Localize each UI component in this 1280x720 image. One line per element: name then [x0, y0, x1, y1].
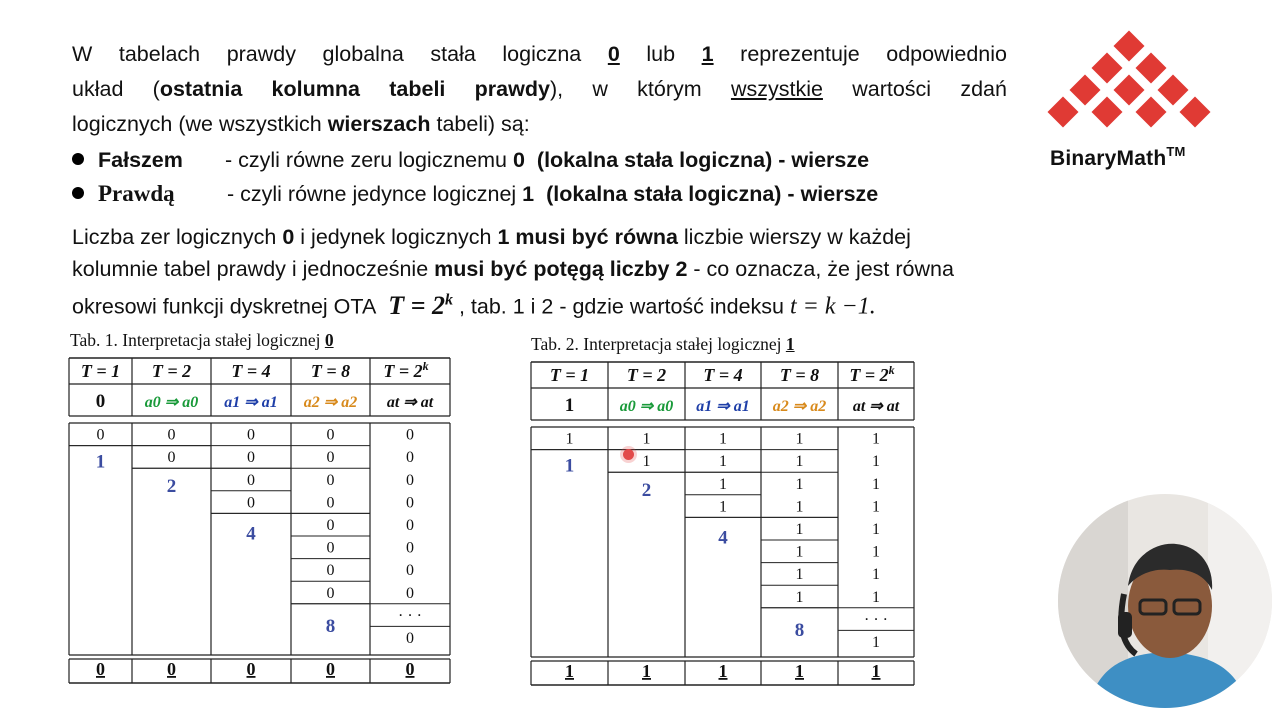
logo-diamond — [1070, 75, 1101, 106]
table2 — [530, 361, 916, 687]
footer-value: 0 — [96, 659, 105, 679]
period-label: 2 — [641, 480, 652, 502]
column-header: T = 8 — [310, 361, 351, 381]
logo-diamond — [1158, 75, 1189, 106]
cell-value: 0 — [326, 471, 335, 489]
cell-value: 0 — [326, 494, 335, 512]
footer-value: 0 — [246, 659, 256, 679]
implication-header: a1 ⇒ a1 — [696, 398, 750, 415]
bullet-true: Prawdą - czyli równe jedynce logicznej 1 (lokalna stała logiczna) - wiersze — [72, 177, 878, 211]
cell-value: 1 — [795, 498, 804, 516]
table1 — [68, 357, 452, 685]
period-label: 1 — [564, 455, 575, 477]
cell-value: 0 — [326, 584, 335, 602]
cell-value: 0 — [406, 562, 414, 580]
pointer-highlight — [623, 449, 634, 460]
bullet-false: Fałszem - czyli równe zeru logicznemu 0 (lokalna stała logiczna) - wiersze — [72, 143, 869, 177]
column-header: T = 4 — [703, 365, 743, 385]
implication-header: a2 ⇒ a2 — [772, 398, 827, 415]
implication-header: at ⇒ at — [852, 398, 900, 415]
formula-period: $T = 2^k$ — [388, 290, 453, 320]
cell-value: 0 — [406, 539, 414, 557]
table2-caption: Tab. 2. Interpretacja stałej logicznej 1 — [531, 334, 795, 354]
implication-header: at ⇒ at — [386, 394, 434, 411]
cell-value: 0 — [247, 494, 255, 512]
footer-value: 1 — [871, 661, 881, 681]
cell-value: 0 — [247, 426, 255, 444]
para2-line-3: okresowi funkcji dyskretnej OTA $T = 2^k$ , tab. 1 i 2 - gdzie wartość indeksu t = k −1. — [72, 290, 876, 320]
cell-value: 0 — [406, 449, 414, 467]
cell-value: 1 — [872, 521, 880, 538]
cell-value: 1 — [719, 430, 727, 448]
logo-diamond — [1114, 75, 1145, 106]
footer-value: 0 — [405, 659, 415, 679]
bullet-dot-icon — [72, 153, 84, 165]
footer-value: 1 — [642, 661, 651, 681]
cell-value: 0 — [406, 584, 414, 602]
cell-value: 1 — [872, 543, 880, 561]
logo-diamond — [1048, 97, 1079, 128]
intro-line-2: układ (ostatnia kolumna tabeli prawdy), w którym wszystkie wartości zdań — [72, 77, 1007, 101]
cell-value: 0 — [406, 471, 414, 489]
cell-value: 1 — [872, 634, 880, 651]
cell-value: 1 — [719, 475, 727, 493]
logo-diamond — [1092, 97, 1123, 128]
cell-value: 1 — [795, 588, 804, 606]
column-header: $T = 2^k$ — [383, 359, 429, 381]
column-header: T = 4 — [231, 361, 271, 381]
bullet-dot-icon — [72, 187, 84, 199]
cell-value: · · · — [398, 607, 422, 625]
footer-value: 0 — [167, 659, 176, 679]
brand-name: BinaryMath™ — [1050, 144, 1186, 170]
binarymath-logo — [1040, 28, 1218, 140]
cell-value: 1 — [795, 543, 804, 561]
logo-diamond — [1136, 53, 1167, 84]
cell-value: 1 — [795, 430, 804, 448]
cell-value: 0 — [326, 539, 335, 557]
para2-line-2: kolumnie tabel prawdy i jednocześnie musi być potęgą liczby 2 - co oznacza, że jest równa — [72, 257, 954, 281]
period-label: 1 — [95, 451, 106, 473]
implication-header: a1 ⇒ a1 — [224, 394, 278, 411]
period-label: 2 — [166, 476, 177, 498]
cell-value: 1 — [565, 430, 574, 448]
period-label: 4 — [246, 523, 256, 545]
period-label: 4 — [718, 527, 728, 549]
cell-value: 0 — [326, 449, 335, 467]
formula-index: t = k −1. — [789, 293, 876, 320]
footer-value: 1 — [565, 661, 574, 681]
cell-value: 0 — [326, 426, 335, 444]
column-header: T = 1 — [549, 365, 590, 385]
cell-value: 0 — [326, 517, 335, 534]
cell-value: 0 — [247, 471, 255, 489]
logo-diamond — [1114, 31, 1145, 62]
cell-value: 1 — [719, 453, 727, 471]
cell-value: 1 — [872, 453, 880, 471]
cell-value: 0 — [96, 426, 105, 444]
logo-diamond — [1136, 97, 1167, 128]
para2-line-1: Liczba zer logicznych 0 i jedynek logicznych 1 musi być równa liczbie wierszy w każdej — [72, 225, 911, 249]
footer-value: 1 — [795, 661, 804, 681]
footer-value: 1 — [718, 661, 728, 681]
cell-value: 1 — [642, 453, 651, 471]
column-header: $T = 2^k$ — [849, 363, 895, 385]
column-header: T = 2 — [151, 361, 192, 381]
cell-value: 1 — [642, 430, 651, 448]
column-header: T = 8 — [779, 365, 820, 385]
cell-value: 1 — [872, 475, 880, 493]
cell-value: 1 — [719, 498, 727, 516]
webcam-presenter — [1058, 494, 1272, 708]
cell-value: 1 — [795, 453, 804, 471]
cell-value: 1 — [872, 498, 880, 516]
cell-value: 0 — [167, 426, 176, 444]
cell-value: 0 — [326, 562, 335, 580]
implication-header: a0 ⇒ a0 — [619, 398, 674, 415]
cell-value: 0 — [406, 426, 414, 444]
implication-header: a0 ⇒ a0 — [144, 394, 199, 411]
logo-diamond — [1180, 97, 1211, 128]
footer-value: 0 — [326, 659, 335, 679]
logo-diamond — [1092, 53, 1123, 84]
constant-value: 1 — [564, 395, 575, 416]
cell-value: 0 — [406, 517, 414, 534]
period-label: 8 — [794, 619, 805, 641]
constant-value: 0 — [95, 391, 106, 412]
intro-line-1: W tabelach prawdy globalna stała logiczna 0 lub 1 reprezentuje odpowiednio — [72, 42, 1007, 66]
cell-value: 0 — [167, 449, 176, 467]
cell-value: 1 — [872, 588, 880, 606]
cell-value: 1 — [872, 566, 880, 584]
cell-value: 0 — [406, 494, 414, 512]
column-header: T = 2 — [626, 365, 667, 385]
intro-line-3: logicznych (we wszystkich wierszach tabeli) są: — [72, 112, 530, 136]
table1-caption: Tab. 1. Interpretacja stałej logicznej 0 — [70, 330, 334, 350]
cell-value: · · · — [864, 611, 888, 629]
cell-value: 1 — [872, 430, 880, 448]
column-header: T = 1 — [80, 361, 121, 381]
implication-header: a2 ⇒ a2 — [303, 394, 358, 411]
period-label: 8 — [325, 615, 336, 637]
cell-value: 1 — [795, 566, 804, 584]
cell-value: 0 — [406, 630, 414, 647]
cell-value: 1 — [795, 475, 804, 493]
cell-value: 0 — [247, 449, 255, 467]
cell-value: 1 — [795, 521, 804, 538]
